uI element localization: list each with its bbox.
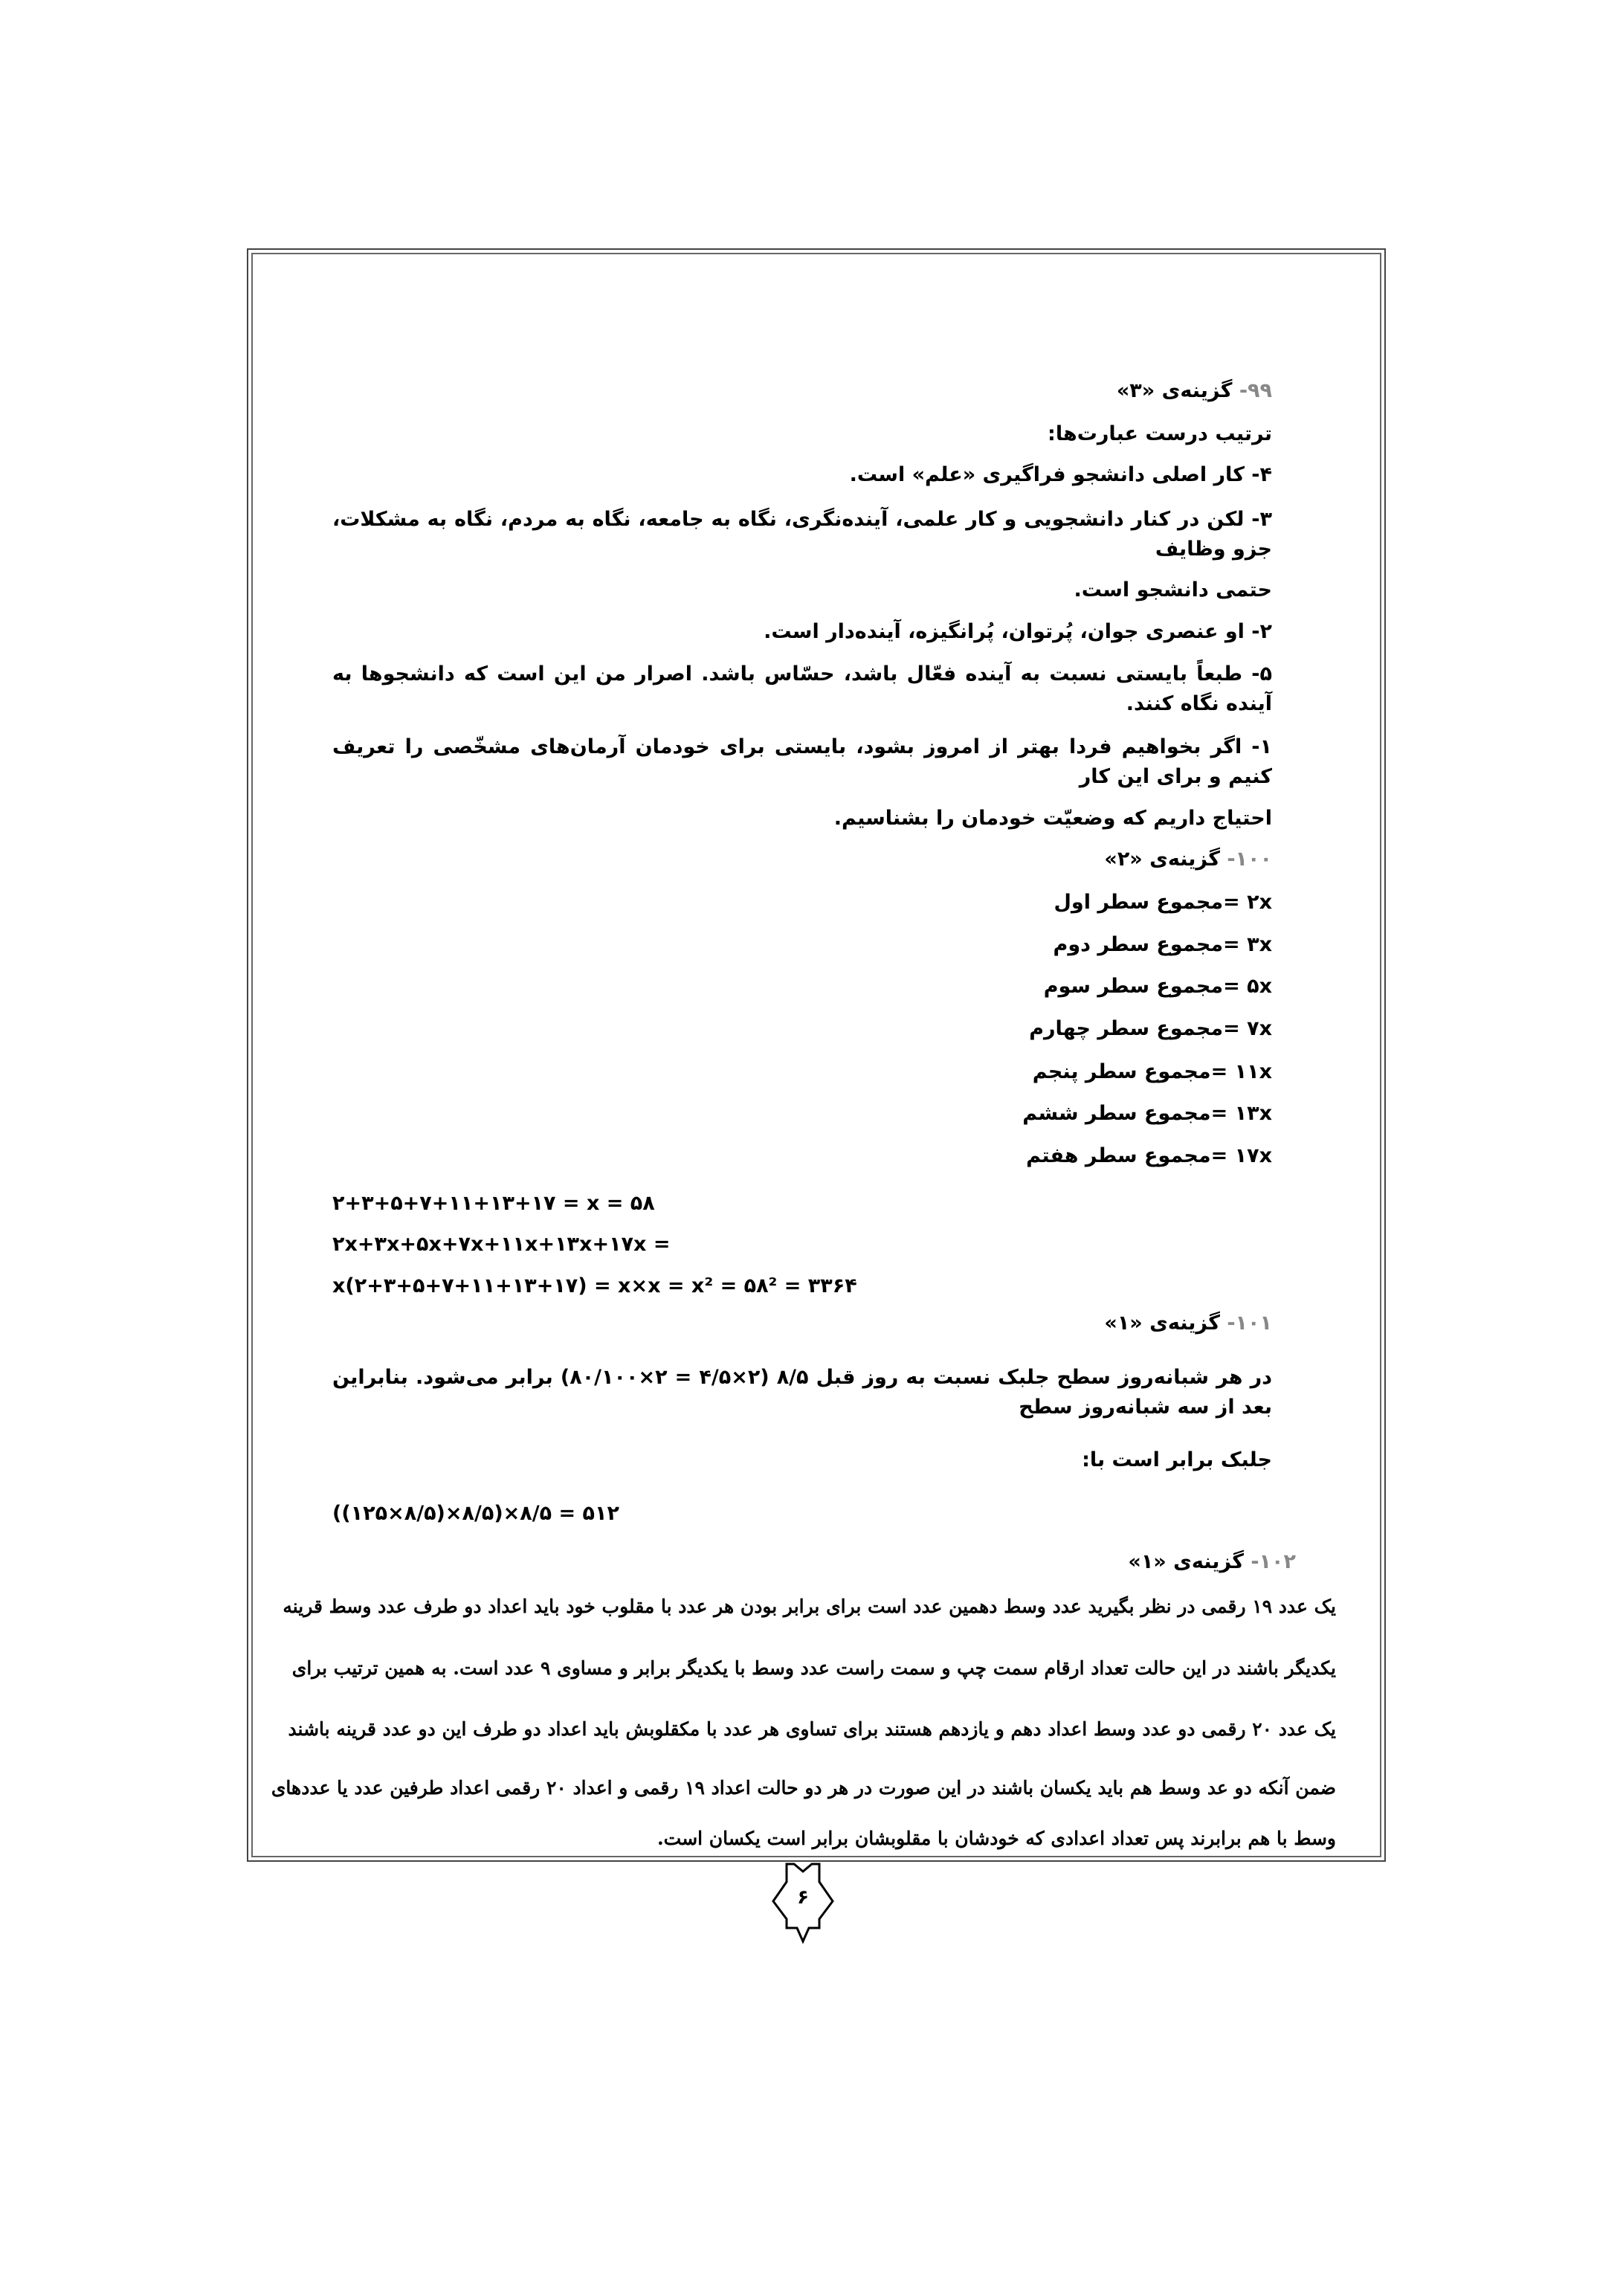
- q99-number: ۹۹-: [1239, 379, 1272, 402]
- q99-line: احتیاج داریم که وضعیّت خودمان را بشناسیم.: [833, 807, 1272, 830]
- q102-line: وسط با هم برابرند پس تعداد اعدادی که خودشان با مقلوبشان برابر است یکسان است.: [656, 1828, 1336, 1849]
- q102-heading: [270, 1547, 1336, 1577]
- q100-row: ۱۳x =مجموع سطر ششم: [1022, 1102, 1272, 1125]
- q99-line: ۱- اگر بخواهیم فردا بهتر از امروز بشود، بایستی برای خودمان آرمان‌های مشخّصی را تعریف کنیم و برای این کار: [332, 735, 1272, 788]
- q101-line: در هر شبانه‌روز سطح جلبک نسبت به روز قبل ۸/۵ (۲×۴/۵ = ۲×۸۰/۱۰۰) برابر می‌شود. بنابراین بعد از سه شبانه‌روز سطح: [332, 1366, 1272, 1419]
- page-number: ۶: [797, 1886, 809, 1909]
- q99-line: ۲- او عنصری جوان، پُرتوان، پُرانگیزه، آینده‌دار است.: [764, 620, 1272, 643]
- q99-answer: گزینه‌ی «۳»: [1116, 379, 1233, 402]
- q100-row: ۱۱x =مجموع سطر پنجم: [1032, 1060, 1272, 1083]
- q102-line: ضمن آنکه دو عد وسط هم باید یکسان باشند در این صورت در هر دو حالت اعداد ۱۹ رقمی و اعداد ۲۰ رقمی اعداد طرفین عدد یا عددهای: [271, 1777, 1336, 1799]
- q100-equation-2: ۲x+۳x+۵x+۷x+۱۱x+۱۳x+۱۷x =: [332, 1233, 671, 1256]
- page-content: [270, 376, 1336, 1944]
- q101-answer: گزینه‌ی «۱»: [1104, 1312, 1220, 1335]
- q100-row: ۱۷x =مجموع سطر هفتم: [1026, 1144, 1272, 1167]
- q100-row: ۲x =مجموع سطر اول: [1054, 891, 1272, 914]
- q99-line: ۴- کار اصلی دانشجو فراگیری «علم» است.: [849, 463, 1272, 486]
- q101-equation: ((۱۲۵×۸/۵)×۸/۵)×۸/۵ = ۵۱۲: [332, 1502, 619, 1525]
- q102-number: ۱۰۲-: [1251, 1550, 1296, 1573]
- q101-line: جلبک برابر است با:: [1082, 1448, 1272, 1471]
- q101-heading: [270, 1309, 1336, 1338]
- q99-intro: ترتیب درست عبارت‌ها:: [1048, 422, 1272, 445]
- q102-line: یک عدد ۱۹ رقمی در نظر بگیرید عدد وسط دهمین عدد است برای برابر بودن هر عدد با مقلوب خود باید اعداد دو طرف عدد وسط قرینه: [283, 1596, 1336, 1617]
- q99-line: ۵- طبعاً بایستی نسبت به آینده فعّال باشد، حسّاس باشد. اصرار من این است که دانشجوها به آینده نگاه کنند.: [332, 662, 1272, 715]
- q100-answer: گزینه‌ی «۲»: [1104, 848, 1220, 871]
- q100-equation-1: ۲+۳+۵+۷+۱۱+۱۳+۱۷ = x = ۵۸: [332, 1192, 655, 1215]
- q100-row: ۷x =مجموع سطر چهارم: [1029, 1017, 1272, 1040]
- q100-row: ۵x =مجموع سطر سوم: [1043, 975, 1272, 998]
- q102-line: یک عدد ۲۰ رقمی دو عدد وسط اعداد دهم و یازدهم هستند برای تساوی هر عدد با مکقلوبش باید اعداد دو طرف این دو عدد قرینه باشند: [288, 1718, 1336, 1740]
- q101-number: ۱۰۱-: [1227, 1312, 1272, 1335]
- q102-answer: گزینه‌ی «۱»: [1128, 1550, 1244, 1573]
- q100-number: ۱۰۰-: [1227, 848, 1272, 871]
- q100-heading: [270, 845, 1336, 874]
- q100-row: ۳x =مجموع سطر دوم: [1053, 933, 1272, 956]
- q99-line: حتمی دانشجو است.: [1074, 578, 1272, 602]
- q100-equation-3: x(۲+۳+۵+۷+۱۱+۱۳+۱۷) = x×x = x² = ۵۸² = ۳۳۶۴: [332, 1274, 857, 1297]
- q99-line: ۳- لکن در کنار دانشجویی و کار علمی، آینده‌نگری، نگاه به جامعه، نگاه به مردم، نگاه به مشکلات، جزو وظایف: [332, 508, 1272, 561]
- q102-line: یکدیگر باشند در این حالت تعداد ارقام سمت چپ و سمت راست عدد وسط با یکدیگر برابر و مساوی ۹ عدد است. به همین ترتیب برای: [291, 1657, 1336, 1679]
- q99-heading: [270, 376, 1336, 406]
- page-number-badge: [764, 1863, 842, 1944]
